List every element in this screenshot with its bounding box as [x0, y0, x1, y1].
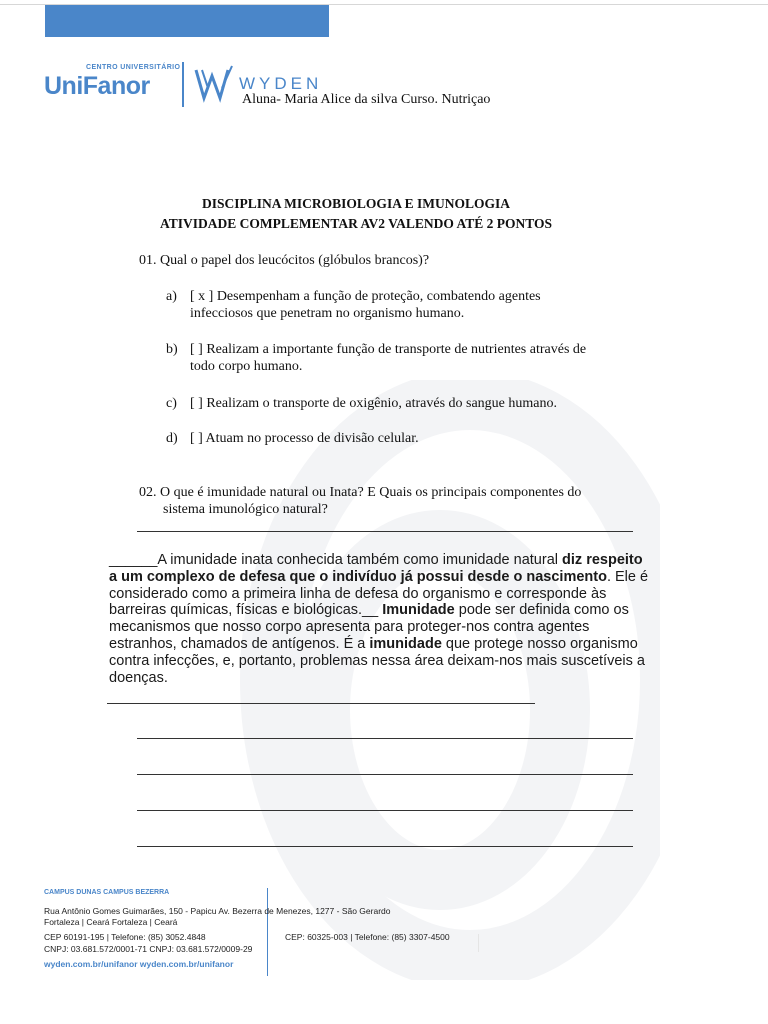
wyden-logo-icon — [194, 64, 236, 104]
logo-subtitle: CENTRO UNIVERSITÁRIO — [86, 64, 181, 71]
activity-title: ATIVIDADE COMPLEMENTAR AV2 VALENDO ATÉ 2 PONTOS — [159, 216, 553, 231]
answer-part: ______A imunidade inata conhecida também como imunidade natural — [109, 552, 563, 568]
answer-line — [137, 846, 633, 847]
question-2-line1: 02. O que é imunidade natural ou Inata? E Quais os principais componentes do — [139, 485, 582, 500]
answer-bold: Imunidade — [382, 602, 455, 619]
option-text-cont: todo corpo humano. — [190, 359, 303, 374]
student-line: Aluna- Maria Alice da silva Curso. Nutriçao — [242, 92, 491, 107]
answer-line — [137, 774, 633, 775]
answer-part: . Ele é considerado como a primeira linha de defesa do organismo e corresponde às barreiras químicas, físicas e biológicas.__ — [109, 568, 649, 619]
footer-address: Rua Antônio Gomes Guimarães, 150 - Papicu Av. Bezerra de Menezes, 1277 - São Gerardo — [44, 906, 391, 916]
answer-line — [137, 810, 633, 811]
question-1: 01. Qual o papel dos leucócitos (glóbulos brancos)? — [139, 253, 430, 268]
unifanor-logo: UniFanor — [44, 72, 150, 100]
logo-divider — [182, 62, 184, 107]
option-text: [ x ] Desempenham a função de proteção, combatendo agentes — [190, 289, 541, 304]
question-2-line2: sistema imunológico natural? — [163, 502, 328, 517]
option-a — [166, 288, 651, 322]
answer-line — [107, 703, 535, 704]
footer-cep-2: CEP: 60325-003 | Telefone: (85) 3307-4500 — [285, 932, 450, 942]
option-b — [166, 341, 651, 375]
discipline-title: DISCIPLINA MICROBIOLOGIA E IMUNOLOGIA — [202, 196, 510, 211]
option-text-cont: infecciosos que penetram no organismo humano. — [190, 306, 465, 321]
footer-campus: CAMPUS DUNAS CAMPUS BEZERRA — [44, 889, 170, 896]
answer-bold: imunidade — [369, 635, 442, 652]
answer-bold: diz respeito a um complexo de defesa que o indivíduo já possui desde o nascimento — [109, 552, 643, 585]
answer-part: pode ser definida como os mecanismos que nosso corpo apresenta para proteger-nos contra agentes estranhos, chamados de antígenos. É a — [109, 602, 629, 652]
footer-divider — [267, 888, 268, 976]
footer-city: Fortaleza | Ceará Fortaleza | Ceará — [44, 917, 178, 927]
option-text: [ ] Atuam no processo de divisão celular. — [190, 431, 419, 446]
answer-line — [137, 531, 633, 532]
footer-website-link[interactable]: wyden.com.br/unifanor wyden.com.br/unifanor — [44, 959, 234, 969]
answer-text — [109, 552, 650, 686]
answer-line — [137, 738, 633, 739]
question-2 — [139, 484, 651, 518]
answer-part: que protege nosso organismo contra infecções, e, portanto, problemas nessa área deixam-nos mais suscetíveis a doenças. — [109, 635, 645, 686]
footer-cep-1: CEP 60191-195 | Telefone: (85) 3052.4848 — [44, 932, 206, 942]
option-c — [166, 395, 651, 412]
option-letter: a) — [166, 289, 177, 304]
footer-cnpj: CNPJ: 03.681.572/0001-71 CNPJ: 03.681.572/0009-29 — [44, 944, 253, 954]
option-d — [166, 430, 651, 447]
option-text: [ ] Realizam o transporte de oxigênio, através do sangue humano. — [190, 396, 557, 411]
wyden-logo-text: WYDEN — [239, 74, 323, 93]
option-letter: c) — [166, 396, 177, 411]
option-letter: d) — [166, 431, 178, 446]
footer-divider-faint — [478, 934, 479, 952]
header-band — [45, 5, 329, 37]
option-letter: b) — [166, 342, 178, 357]
option-text: [ ] Realizam a importante função de transporte de nutrientes através de — [190, 342, 587, 357]
